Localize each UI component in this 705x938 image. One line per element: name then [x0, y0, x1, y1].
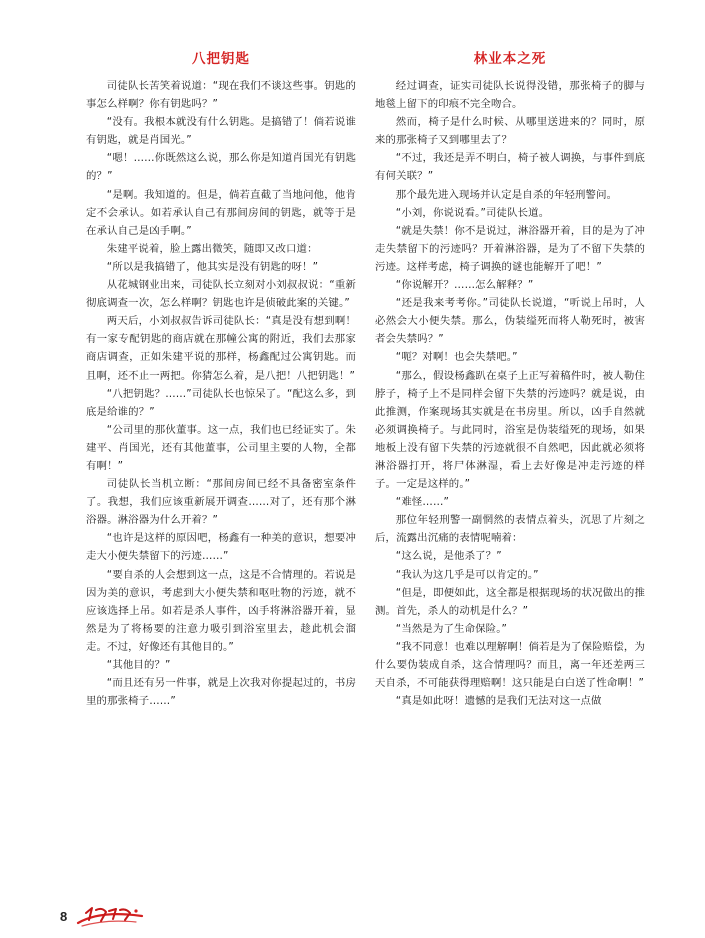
right-paragraph: “难怪……” — [395, 496, 450, 509]
left-paragraph: 从花城钢业出来，司徒队长立刻对小刘叔叔说：“重新彻底调查一次，怎么样啊？钥匙也许是侦破此案的关键。” — [86, 279, 356, 310]
left-paragraph: “公司里的那伙董事。这一点，我们也已经证实了。朱建平、肖国光，还有其他董事，公司里主要的人物，全都有啊！” — [86, 423, 356, 472]
left-paragraph: “也许是这样的原因吧，杨鑫有一种美的意识，想要冲走大小便失禁留下的污迹……” — [86, 532, 356, 563]
right-paragraph: “还是我来考考你。”司徒队长说道，“听说上吊时，人必然会大小便失禁。那么，伪装缢死而将人勒死时，被害者会失禁吗？” — [375, 297, 645, 346]
page-number: 8 — [60, 909, 68, 924]
page-footer — [0, 900, 705, 938]
right-paragraph: “我不同意！也难以理解啊！倘若是为了保险赔偿，为什么要伪装成自杀，这合情理吗？而且，离一年还差两三天自杀，不可能获得理赔啊！这只能是白白送了性命啊！” — [375, 640, 645, 690]
left-paragraph: “嗯！……你既然这么说，那么你是知道肖国光有钥匙的？” — [86, 152, 356, 183]
left-column — [86, 48, 356, 710]
left-paragraph: “八把钥匙？……”司徒队长也惊呆了。“配这么多，到底是给谁的？” — [86, 387, 356, 418]
right-column-title: 林业本之死 — [473, 51, 547, 67]
left-paragraph: “没有。我根本就没有什么钥匙。是搞错了！倘若说谁有钥匙，就是肖国光。” — [86, 116, 356, 147]
right-paragraph: “你说解开？……怎么解释？” — [395, 279, 534, 292]
left-paragraph: “要自杀的人会想到这一点，这是不合情理的。若说是因为美的意识，考虑到大小便失禁和呕吐物的污迹，就不应该选择上吊。如若是杀人事件，凶手将淋浴器开着，显然是为了将杨要的注意力吸引到浴室里去，趁此机会溜走。不过，好像还有其他目的。” — [86, 568, 356, 653]
right-paragraph: “那么，假设杨鑫趴在桌子上正写着稿件时，被人勒住脖子，椅子上不是同样会留下失禁的污迹吗？就是说，由此推测，作案现场其实就是在书房里。所以，凶手自然就必须调换椅子。与此同时，浴室是伪装缢死的现场，如果地板上没有留下失禁的污迹就很不自然吧，因此就必须将淋浴器打开，将尸体淋湿，看上去好像是冲走污迹的样子。一定是这样的。” — [375, 369, 645, 491]
right-paragraph: 那位年轻刑警一副惘然的表情点着头，沉思了片刻之后，流露出沉痛的表情呢喃着： — [375, 514, 645, 545]
left-paragraph: 司徒队长苦笑着说道：“现在我们不谈这些事。钥匙的事怎么样啊？你有钥匙吗？” — [86, 80, 356, 111]
right-paragraph: “就是失禁！你不是说过，淋浴器开着，目的是为了冲走失禁留下的污迹吗？开着淋浴器，是为了不留下失禁的污迹。这样考虑，椅子调换的谜也能解开了吧！” — [375, 224, 645, 273]
right-paragraph: 经过调查，证实司徒队长说得没错，那张椅子的脚与地毯上留下的印痕不完全吻合。 — [375, 80, 645, 111]
right-paragraph: “当然是为了生命保险。” — [395, 622, 508, 635]
right-paragraph: “呃？对啊！也会失禁吧。” — [395, 351, 518, 364]
right-column — [375, 48, 645, 710]
left-paragraph: “是啊。我知道的。但是，倘若直截了当地问他，他肯定不会承认。如若承认自己有那间房间的钥匙，就等于是在承认自己是凶手啊。” — [86, 188, 356, 237]
right-paragraph: “小刘，你说说看。”司徒队长道。 — [395, 206, 550, 219]
left-paragraph: 朱建平说着，脸上露出微笑，随即又改口道： — [106, 242, 318, 255]
left-paragraph: “而且还有另一件事，就是上次我对你提起过的，书房里的那张椅子……” — [86, 677, 356, 708]
right-paragraph: “这么说，是他杀了？” — [395, 550, 502, 563]
magazine-logo-icon — [76, 904, 146, 930]
right-paragraph: “我认为这几乎是可以肯定的。” — [395, 568, 539, 581]
left-paragraph: “其他目的？” — [106, 659, 171, 671]
right-paragraph: “但是，即便如此，这全都是根据现场的状况做出的推测。首先，杀人的动机是什么？” — [375, 586, 645, 617]
right-paragraph: “真是如此呀！遗憾的是我们无法对这一点做 — [395, 695, 602, 708]
left-paragraph: 两天后，小刘叔叔告诉司徒队长：“真是没有想到啊！有一家专配钥匙的商店就在那幢公寓的附近，我们去那家商店调查，正如朱建平说的那样，杨鑫配过公寓钥匙。而且啊，还不止一两把。你猜怎么着，是八把！八把钥匙！” — [86, 315, 356, 382]
right-paragraph: 然而，椅子是什么时候、从哪里送进来的？同时，原来的那张椅子又到哪里去了？ — [375, 116, 645, 147]
left-paragraph: 司徒队长当机立断：“那间房间已经不具备密室条件了。我想，我们应该重新展开调查……对了，还有那个淋浴器。淋浴器为什么开着？” — [86, 478, 356, 527]
left-paragraph: “所以是我搞错了，他其实是没有钥匙的呀！” — [106, 260, 319, 273]
right-paragraph: “不过，我还是弄不明白，椅子被人调换，与事件到底有何关联？” — [375, 152, 645, 183]
right-paragraph: 那个最先进入现场并认定是自杀的年轻刑警问。 — [395, 188, 618, 201]
left-column-title: 八把钥匙 — [192, 51, 250, 67]
